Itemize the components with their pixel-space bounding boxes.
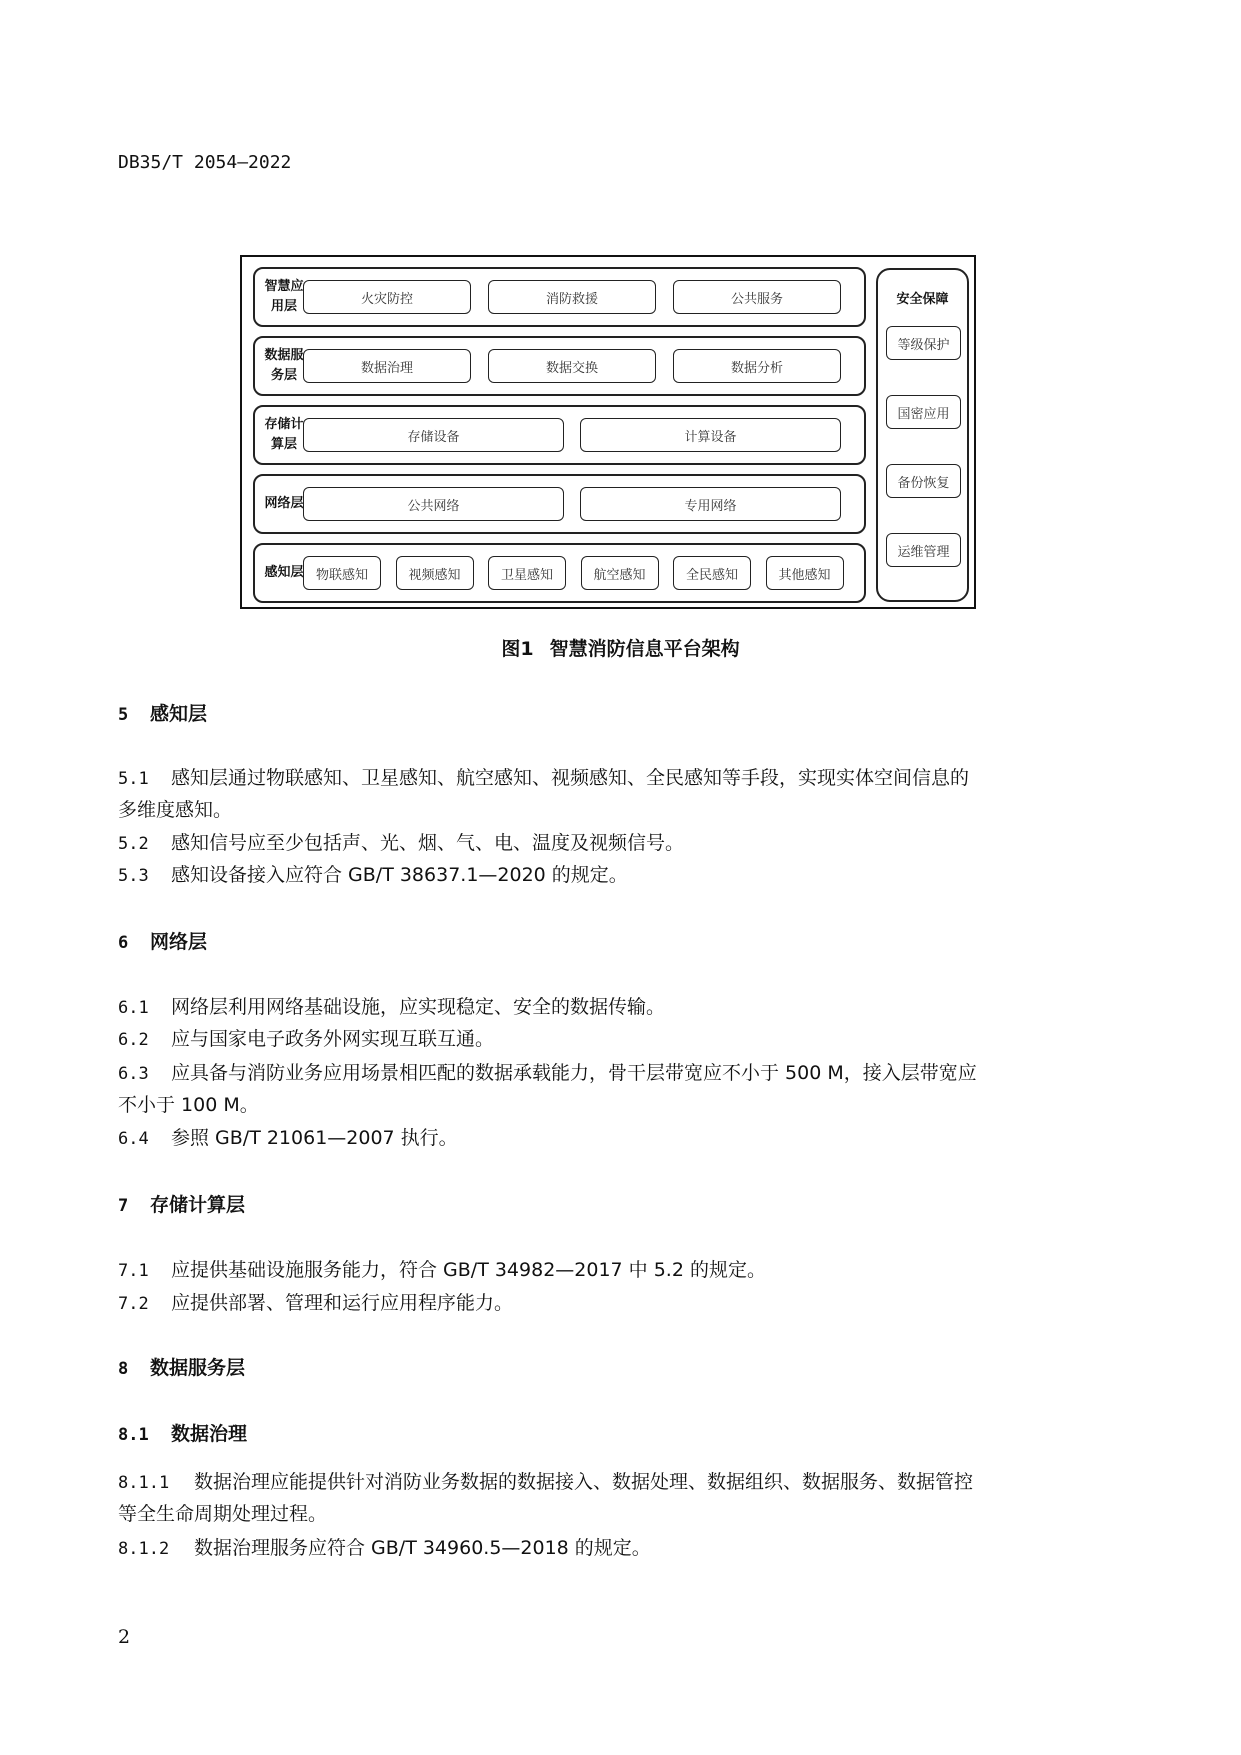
layer-item: 数据分析 [673, 349, 841, 383]
layer-label: 智慧应用层 [264, 279, 304, 314]
layer-item: 全民感知 [673, 556, 751, 590]
security-item: 国密应用 [886, 395, 961, 429]
layer-item: 存储设备 [303, 418, 564, 452]
security-item: 备份恢复 [886, 464, 961, 498]
figure-caption [0, 634, 1241, 661]
layer-item: 数据治理 [303, 349, 471, 383]
layer-item: 其他感知 [766, 556, 844, 590]
clause-p7_1 [118, 1258, 766, 1283]
heading-s8 [118, 1356, 245, 1381]
heading-s7 [118, 1193, 245, 1218]
clause-p8_1_1 [118, 1470, 973, 1495]
layer-item: 物联感知 [303, 556, 381, 590]
clause-p6_4 [118, 1126, 458, 1151]
document-header: DB35/T 2054—2022 [118, 152, 292, 173]
layer-row [253, 267, 866, 327]
clause-text: 参照 GB/T 21061—2007 执行。 [171, 1127, 458, 1149]
caption-text: 智慧消防信息平台架构 [549, 638, 740, 660]
clause-number: 7.1 [118, 1261, 149, 1281]
clause-p7_2 [118, 1291, 513, 1316]
clause-text: 感知层通过物联感知、卫星感知、航空感知、视频感知、全民感知等手段，实现实体空间信息的 [171, 767, 970, 789]
clause-number: 8 [118, 1359, 129, 1379]
clause-text: 应具备与消防业务应用场景相匹配的数据承载能力，骨干层带宽应不小于 500 M，接入层带宽应 [171, 1062, 977, 1084]
layer-item: 专用网络 [580, 487, 841, 521]
security-title: 安全保障 [896, 292, 949, 307]
layer-label: 存储计算层 [264, 417, 304, 452]
layer-row [253, 405, 866, 465]
layer-label: 数据服务层 [264, 348, 304, 383]
security-column [876, 268, 969, 602]
clause-p5_1 [118, 766, 969, 791]
heading-s8_1 [118, 1422, 247, 1447]
clause-text: 应提供部署、管理和运行应用程序能力。 [171, 1292, 514, 1314]
clause-number: 7 [118, 1196, 129, 1216]
clause-p5_2 [118, 831, 684, 856]
architecture-figure [240, 255, 976, 609]
clause-p6_1 [118, 995, 665, 1020]
clause-text: 数据治理服务应符合 GB/T 34960.5—2018 的规定。 [194, 1537, 651, 1559]
security-item: 等级保护 [886, 326, 961, 360]
clause-text: 感知层 [150, 703, 208, 725]
heading-s5 [118, 702, 207, 727]
clause-text-continued: 等全生命周期处理过程。 [118, 1503, 328, 1525]
clause-number: 8.1 [118, 1425, 149, 1445]
layer-label: 网络层 [264, 496, 304, 511]
clause-text: 网络层 [150, 931, 208, 953]
layer-label: 感知层 [264, 565, 304, 580]
clause-number: 5.3 [118, 866, 149, 886]
clause-number: 6.3 [118, 1064, 149, 1084]
layer-item: 火灾防控 [303, 280, 471, 314]
clause-number: 8.1.1 [118, 1473, 170, 1493]
clause-text: 感知设备接入应符合 GB/T 38637.1—2020 的规定。 [171, 864, 628, 886]
layer-item: 消防救援 [488, 280, 656, 314]
clause-number: 6.4 [118, 1129, 149, 1149]
layer-row [253, 543, 866, 603]
clause-p5_3 [118, 863, 628, 888]
clause-number: 6.2 [118, 1030, 149, 1050]
clause-text: 网络层利用网络基础设施，应实现稳定、安全的数据传输。 [171, 996, 666, 1018]
clause-text: 应与国家电子政务外网实现互联互通。 [171, 1028, 495, 1050]
clause-p6_3 [118, 1061, 977, 1086]
layer-item: 数据交换 [488, 349, 656, 383]
layer-item: 公共服务 [673, 280, 841, 314]
clause-text: 数据治理应能提供针对消防业务数据的数据接入、数据处理、数据组织、数据服务、数据管控 [194, 1471, 974, 1493]
clause-number: 5.1 [118, 769, 149, 789]
clause-text: 存储计算层 [150, 1194, 246, 1216]
clause-number: 5.2 [118, 834, 149, 854]
layer-item: 航空感知 [581, 556, 659, 590]
clause-number: 6 [118, 933, 129, 953]
layer-row [253, 474, 866, 534]
clause-text-continued: 多维度感知。 [118, 799, 233, 821]
layer-item: 公共网络 [303, 487, 564, 521]
clause-number: 6.1 [118, 998, 149, 1018]
layer-item: 卫星感知 [488, 556, 566, 590]
clause-text: 应提供基础设施服务能力，符合 GB/T 34982—2017 中 5.2 的规定。 [171, 1259, 766, 1281]
clause-number: 5 [118, 705, 129, 725]
clause-text-continued: 不小于 100 M。 [118, 1094, 259, 1116]
clause-p6_2 [118, 1027, 494, 1052]
layer-row [253, 336, 866, 396]
clause-p8_1_2 [118, 1536, 651, 1561]
clause-text: 数据治理 [171, 1423, 248, 1445]
clause-text: 感知信号应至少包括声、光、烟、气、电、温度及视频信号。 [171, 832, 685, 854]
security-item: 运维管理 [886, 533, 961, 567]
caption-number: 图1 [501, 638, 534, 660]
clause-number: 8.1.2 [118, 1539, 170, 1559]
clause-number: 7.2 [118, 1294, 149, 1314]
heading-s6 [118, 930, 207, 955]
layer-item: 视频感知 [396, 556, 474, 590]
clause-text: 数据服务层 [150, 1357, 246, 1379]
layer-item: 计算设备 [580, 418, 841, 452]
page-number: 2 [118, 1626, 131, 1648]
